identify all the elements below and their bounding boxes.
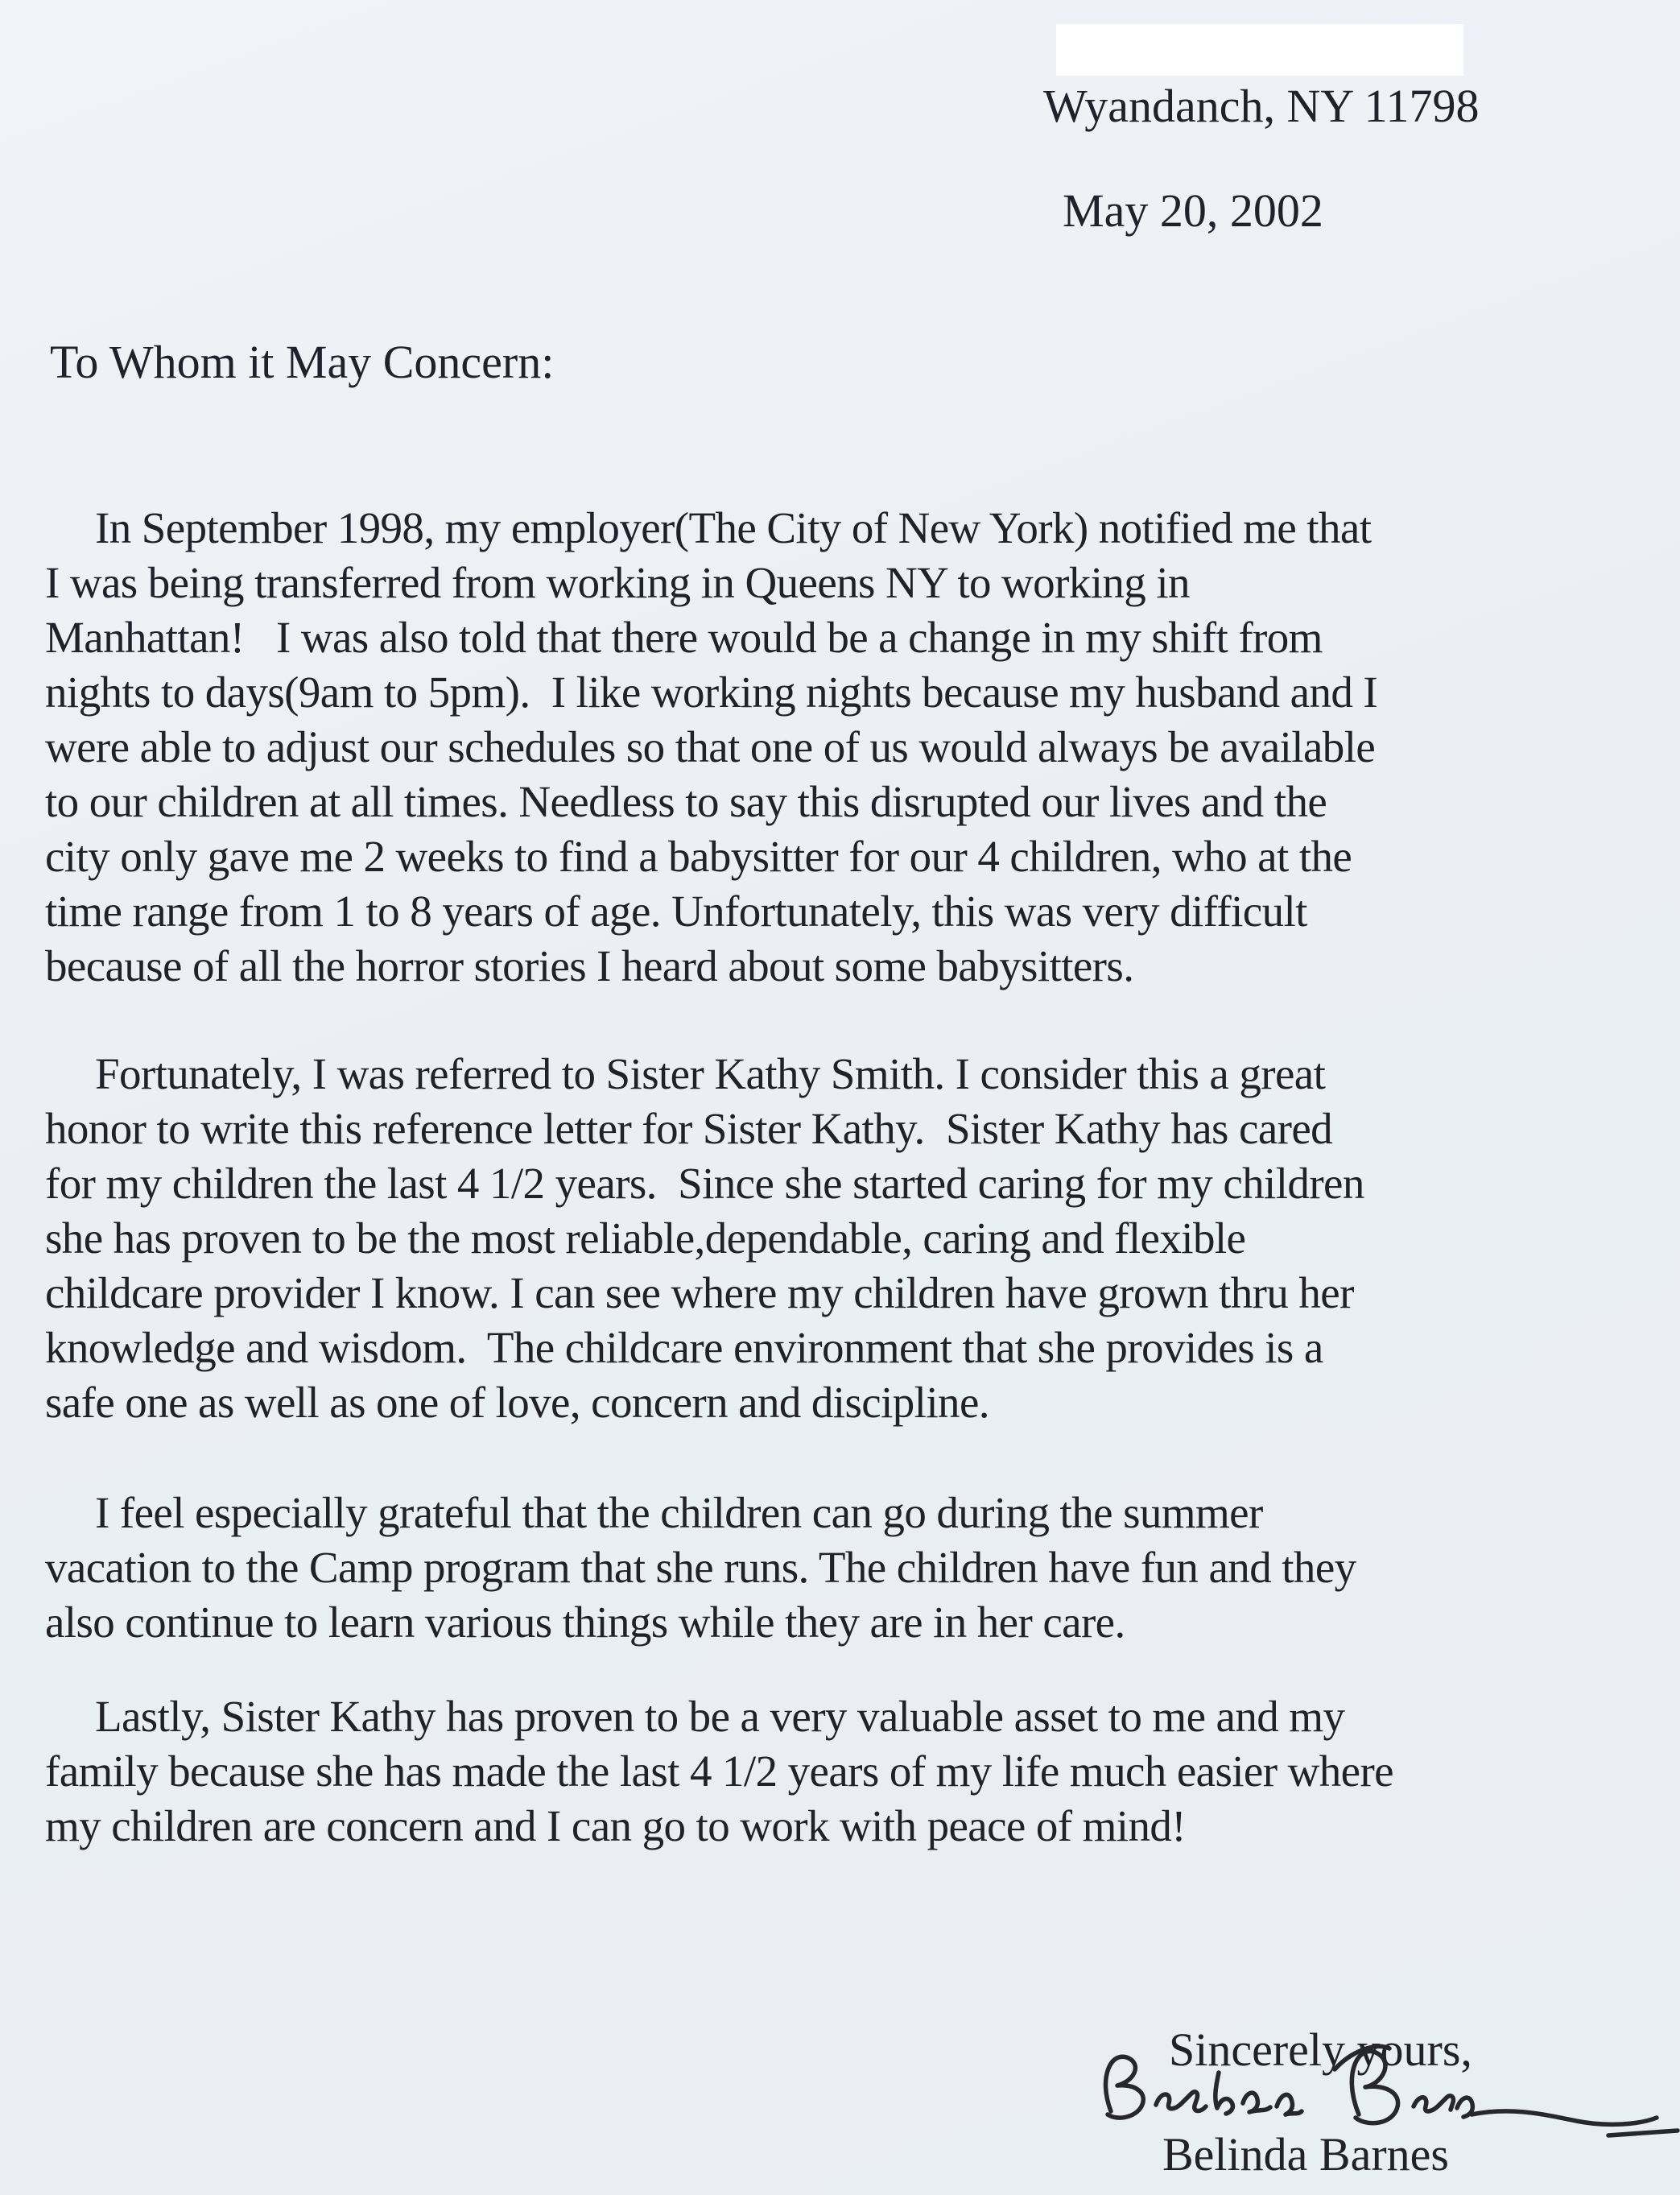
paragraph-line: family because she has made the last 4 1/2 years of my life much easier where bbox=[45, 1746, 1393, 1796]
paragraph-line: Manhattan! I was also told that there would be a change in my shift from bbox=[45, 613, 1323, 662]
paragraph-4 bbox=[45, 1689, 1575, 1854]
paragraph-1 bbox=[45, 501, 1575, 994]
greeting-line: To Whom it May Concern: bbox=[50, 336, 555, 388]
paragraph-3 bbox=[45, 1486, 1575, 1650]
paragraph-line: childcare provider I know. I can see where my children have grown thru her bbox=[45, 1268, 1354, 1317]
header-date-line: May 20, 2002 bbox=[1063, 184, 1323, 237]
paragraph-line: knowledge and wisdom. The childcare environment that she provides is a bbox=[45, 1323, 1323, 1372]
paragraph-line: city only gave me 2 weeks to find a babysitter for our 4 children, who at the bbox=[45, 832, 1352, 881]
valediction-line: Sincerely yours, bbox=[1169, 2023, 1472, 2076]
paragraph-line: also continue to learn various things while they are in her care. bbox=[45, 1598, 1125, 1647]
paragraph-line: Fortunately, I was referred to Sister Kathy Smith. I consider this a great bbox=[95, 1049, 1326, 1098]
paragraph-line: I was being transferred from working in Queens NY to working in bbox=[45, 558, 1190, 607]
paragraph-line: were able to adjust our schedules so that one of us would always be available bbox=[45, 722, 1376, 771]
typed-signature-name: Belinda Barnes bbox=[1162, 2128, 1449, 2181]
paragraph-line: to our children at all times. Needless to say this disrupted our lives and the bbox=[45, 777, 1327, 826]
paragraph-line: for my children the last 4 1/2 years. Since she started caring for my children bbox=[45, 1159, 1364, 1208]
paragraph-line: vacation to the Camp program that she runs. The children have fun and they bbox=[45, 1543, 1356, 1592]
redacted-address-box bbox=[1056, 24, 1463, 76]
paragraph-line: time range from 1 to 8 years of age. Unfortunately, this was very difficult bbox=[45, 887, 1307, 936]
paragraph-line: she has proven to be the most reliable,dependable, caring and flexible bbox=[45, 1213, 1246, 1263]
signature-handwriting bbox=[1093, 2037, 1680, 2142]
paragraph-2 bbox=[45, 1047, 1575, 1430]
paragraph-line: because of all the horror stories I heard about some babysitters. bbox=[45, 941, 1134, 990]
paragraph-line: safe one as well as one of love, concern and discipline. bbox=[45, 1378, 989, 1427]
paragraph-line: nights to days(9am to 5pm). I like working nights because my husband and I bbox=[45, 668, 1378, 717]
paragraph-line: In September 1998, my employer(The City of New York) notified me that bbox=[95, 503, 1372, 552]
paragraph-line: Lastly, Sister Kathy has proven to be a very valuable asset to me and my bbox=[95, 1692, 1345, 1741]
header-city-line: Wyandanch, NY 11798 bbox=[1043, 80, 1480, 132]
paragraph-line: honor to write this reference letter for Sister Kathy. Sister Kathy has cared bbox=[45, 1104, 1333, 1153]
paragraph-line: my children are concern and I can go to work with peace of mind! bbox=[45, 1801, 1187, 1850]
paragraph-line: I feel especially grateful that the children can go during the summer bbox=[95, 1488, 1263, 1537]
